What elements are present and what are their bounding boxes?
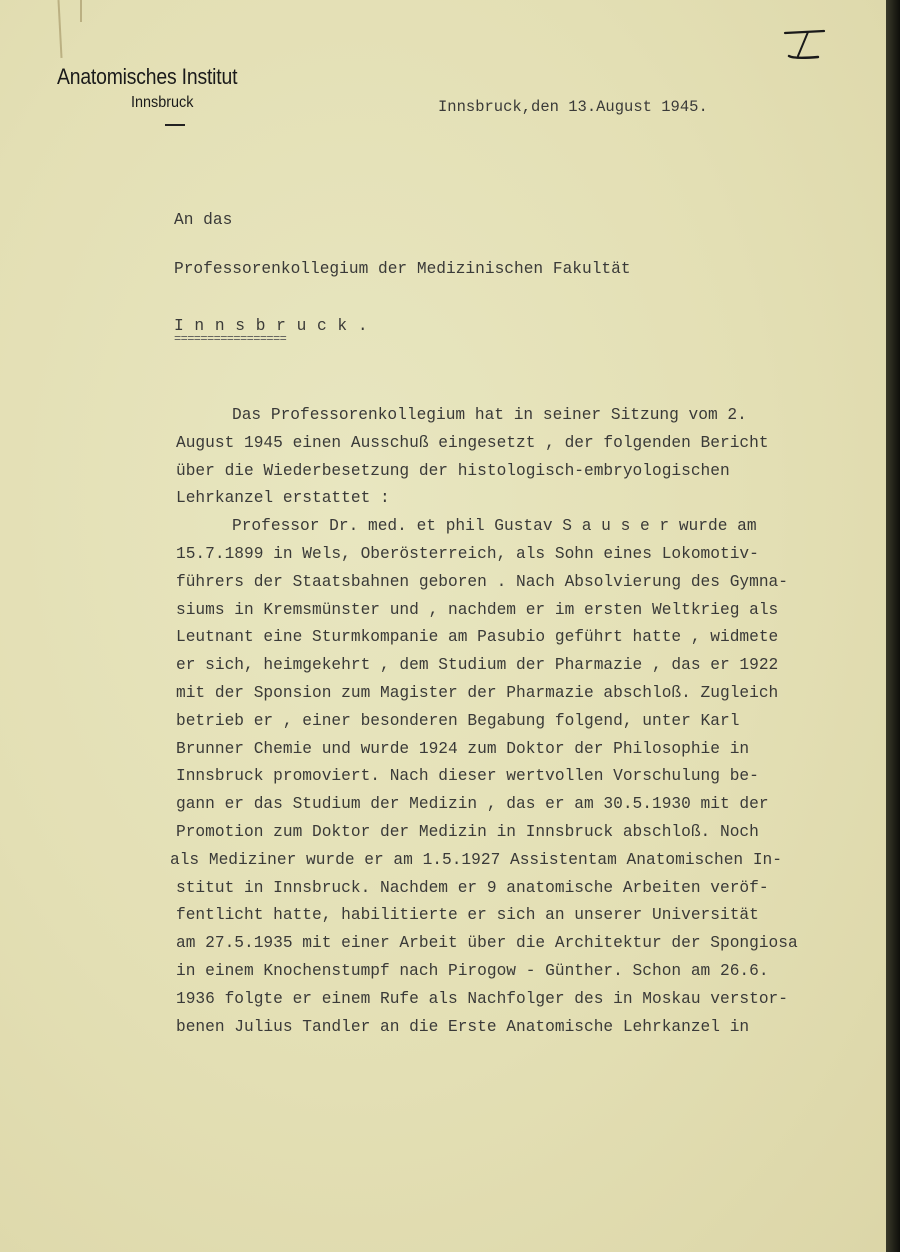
body-line: Leutnant eine Sturmkompanie am Pasubio geführt hatte , widmete bbox=[176, 628, 779, 647]
letterhead-institution: Anatomisches Institut bbox=[57, 64, 238, 89]
body-line: am 27.5.1935 mit einer Arbeit über die Architektur der Spongiosa bbox=[176, 934, 798, 953]
body-line: er sich, heimgekehrt , dem Studium der Pharmazie , das er 1922 bbox=[176, 656, 779, 675]
body-line: mit der Sponsion zum Magister der Pharmazie abschloß. Zugleich bbox=[176, 683, 779, 702]
body-line: Professor Dr. med. et phil Gustav S a u s e r wurde am bbox=[232, 517, 757, 536]
letter-body bbox=[170, 402, 798, 1041]
body-line: gann er das Studium der Medizin , das er am 30.5.1930 mit der bbox=[176, 795, 769, 814]
body-line: führers der Staatsbahnen geboren . Nach Absolvierung des Gymna- bbox=[176, 572, 788, 591]
body-line: Das Professorenkollegium hat in seiner Sitzung vom 2. bbox=[232, 406, 747, 424]
recipient-city-underline: ================= bbox=[174, 332, 287, 346]
body-line: August 1945 einen Ausschuß eingesetzt , der folgenden Bericht bbox=[176, 433, 769, 452]
body-line: stitut in Innsbruck. Nachdem er 9 anatomische Arbeiten veröf- bbox=[176, 878, 769, 897]
handwritten-roman-numeral-icon bbox=[782, 28, 828, 60]
body-line: in einem Knochenstumpf nach Pirogow - Günther. Schon am 26.6. bbox=[176, 961, 769, 980]
body-line: 15.7.1899 in Wels, Oberösterreich, als Sohn eines Lokomotiv- bbox=[176, 544, 759, 563]
body-line: betrieb er , einer besonderen Begabung folgend, unter Karl bbox=[176, 711, 740, 730]
paper-stain-mark bbox=[57, 0, 62, 58]
date-line: Innsbruck,den 13.August 1945. bbox=[438, 98, 708, 116]
letterhead-divider bbox=[165, 124, 185, 126]
letterhead-city: Innsbruck bbox=[131, 94, 194, 111]
scan-edge-shadow bbox=[886, 0, 900, 1252]
body-line: 1936 folgte er einem Rufe als Nachfolger des in Moskau verstor- bbox=[176, 989, 788, 1008]
body-line: Innsbruck promoviert. Nach dieser wertvollen Vorschulung be- bbox=[176, 767, 759, 786]
recipient-city: I n n s b r u c k . bbox=[174, 317, 369, 335]
recipient-line-1: An das bbox=[174, 211, 233, 229]
body-line: als Mediziner wurde er am 1.5.1927 Assistentam Anatomischen In- bbox=[170, 850, 782, 869]
body-line: fentlicht hatte, habilitierte er sich an unserer Universität bbox=[176, 906, 759, 925]
recipient-line-2: Professorenkollegium der Medizinischen Fakultät bbox=[174, 260, 631, 278]
body-line: Lehrkanzel erstattet : bbox=[176, 489, 390, 508]
body-line: Brunner Chemie und wurde 1924 zum Doktor der Philosophie in bbox=[176, 739, 750, 758]
body-line: Promotion zum Doktor der Medizin in Innsbruck abschloß. Noch bbox=[176, 822, 759, 841]
body-line: über die Wiederbesetzung der histologisch-embryologischen bbox=[176, 461, 730, 480]
body-line: siums in Kremsmünster und , nachdem er im ersten Weltkrieg als bbox=[176, 600, 779, 619]
body-line: benen Julius Tandler an die Erste Anatomische Lehrkanzel in bbox=[176, 1017, 750, 1036]
paper-stain-mark bbox=[80, 0, 82, 22]
